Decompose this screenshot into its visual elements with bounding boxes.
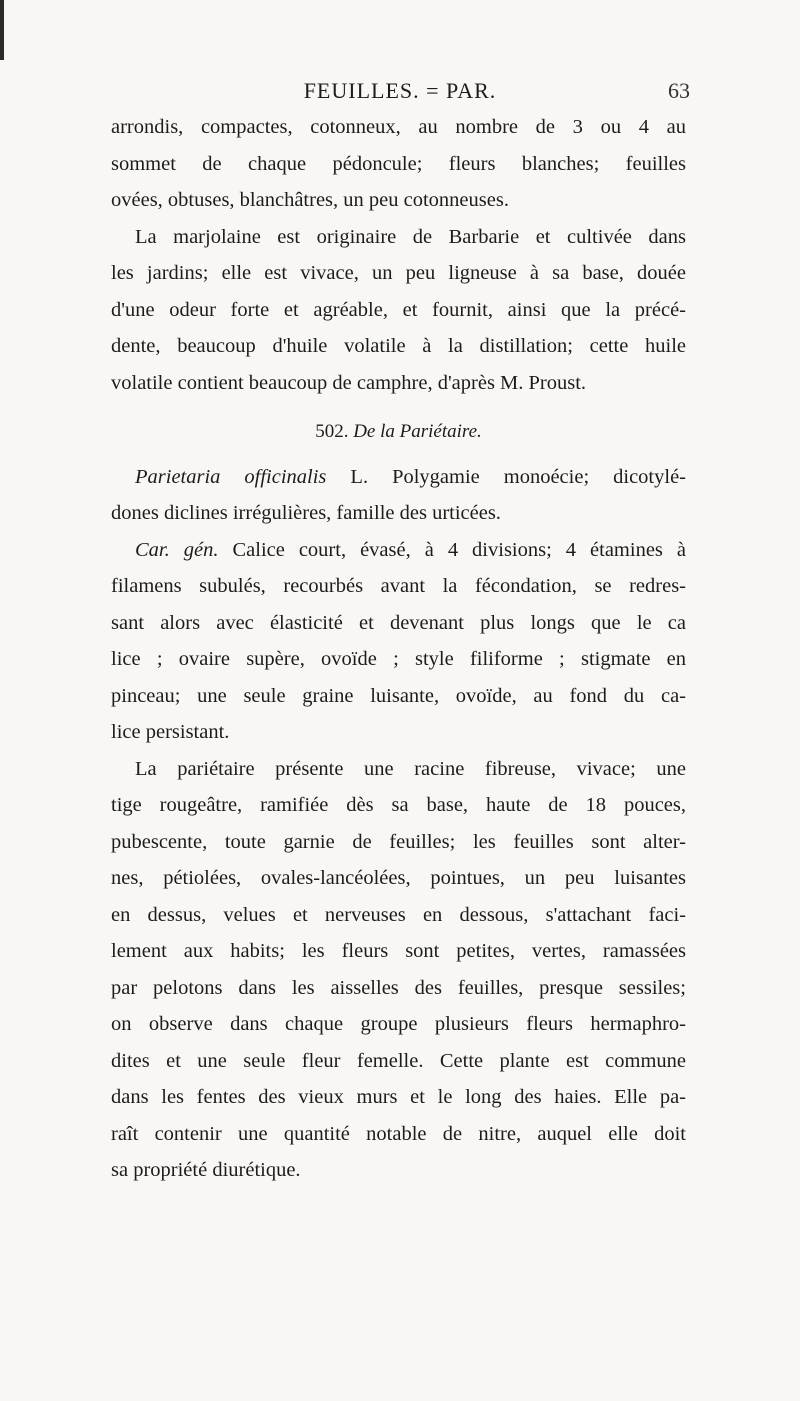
text-line: La pariétaire présente une racine fibreuse, vivace; une bbox=[135, 757, 686, 780]
page-edge-mark bbox=[0, 0, 4, 60]
text-line: sommet de chaque pédoncule; fleurs blanches; feuilles bbox=[111, 152, 686, 175]
text-line: nes, pétiolées, ovales-lancéolées, pointues, un peu luisantes bbox=[111, 867, 686, 889]
text-line: sant alors avec élasticité et devenant plus longs que le ca bbox=[111, 611, 686, 634]
text-line: dones diclines irrégulières, famille des urticées. bbox=[111, 502, 501, 524]
text-line: dente, beaucoup d'huile volatile à la distillation; cette huile bbox=[111, 335, 686, 357]
page-number: 63 bbox=[668, 78, 690, 103]
text-fragment: L. Polygamie monoécie; dicotylé- bbox=[326, 465, 686, 488]
text-line: lice persistant. bbox=[111, 721, 230, 743]
text-line: volatile contient beaucoup de camphre, d'après M. Proust. bbox=[111, 371, 587, 394]
text-line: pubescente, toute garnie de feuilles; les feuilles sont alter- bbox=[111, 830, 686, 853]
text-line bbox=[111, 459, 686, 496]
page-body bbox=[111, 109, 686, 1189]
text-line: dites et une seule fleur femelle. Cette plante est commune bbox=[111, 1049, 686, 1072]
text-line: raît contenir une quantité notable de nitre, auquel elle doit bbox=[111, 1122, 686, 1145]
text-line: par pelotons dans les aisselles des feuilles, presque sessiles; bbox=[111, 976, 686, 999]
running-title: FEUILLES. = PAR. bbox=[303, 78, 497, 103]
text-line: on observe dans chaque groupe plusieurs fleurs hermaphro- bbox=[111, 1013, 686, 1035]
section-title-text: De la Pariétaire. bbox=[353, 421, 482, 442]
latin-name: Parietaria officinalis bbox=[135, 465, 327, 488]
text-line: les jardins; elle est vivace, un peu ligneuse à sa base, douée bbox=[111, 262, 686, 284]
text-line bbox=[111, 532, 686, 569]
text-fragment: Calice court, évasé, à 4 divisions; 4 étamines à bbox=[218, 538, 686, 561]
section-title bbox=[111, 414, 686, 451]
text-line: filamens subulés, recourbés avant la fécondation, se redres- bbox=[111, 575, 686, 597]
text-line: sa propriété diurétique. bbox=[111, 1159, 301, 1181]
text-line: en dessus, velues et nerveuses en dessous, s'attachant faci- bbox=[111, 903, 686, 926]
text-line: d'une odeur forte et agréable, et fournit, ainsi que la précé- bbox=[111, 298, 686, 321]
character-label: Car. gén. bbox=[135, 538, 219, 561]
section-number: 502. bbox=[315, 421, 349, 442]
text-line: dans les fentes des vieux murs et le long des haies. Elle pa- bbox=[111, 1086, 686, 1108]
text-line: ovées, obtuses, blanchâtres, un peu cotonneuses. bbox=[111, 189, 509, 211]
text-line: tige rougeâtre, ramifiée dès sa base, haute de 18 pouces, bbox=[111, 794, 686, 816]
text-line: arrondis, compactes, cotonneux, au nombre de 3 ou 4 au bbox=[111, 116, 686, 138]
text-line: La marjolaine est originaire de Barbarie et cultivée dans bbox=[135, 225, 686, 248]
text-line: pinceau; une seule graine luisante, ovoïde, au fond du ca- bbox=[111, 684, 686, 707]
text-line: lice ; ovaire supère, ovoïde ; style filiforme ; stigmate en bbox=[111, 648, 686, 670]
text-line: lement aux habits; les fleurs sont petites, vertes, ramassées bbox=[111, 940, 686, 962]
